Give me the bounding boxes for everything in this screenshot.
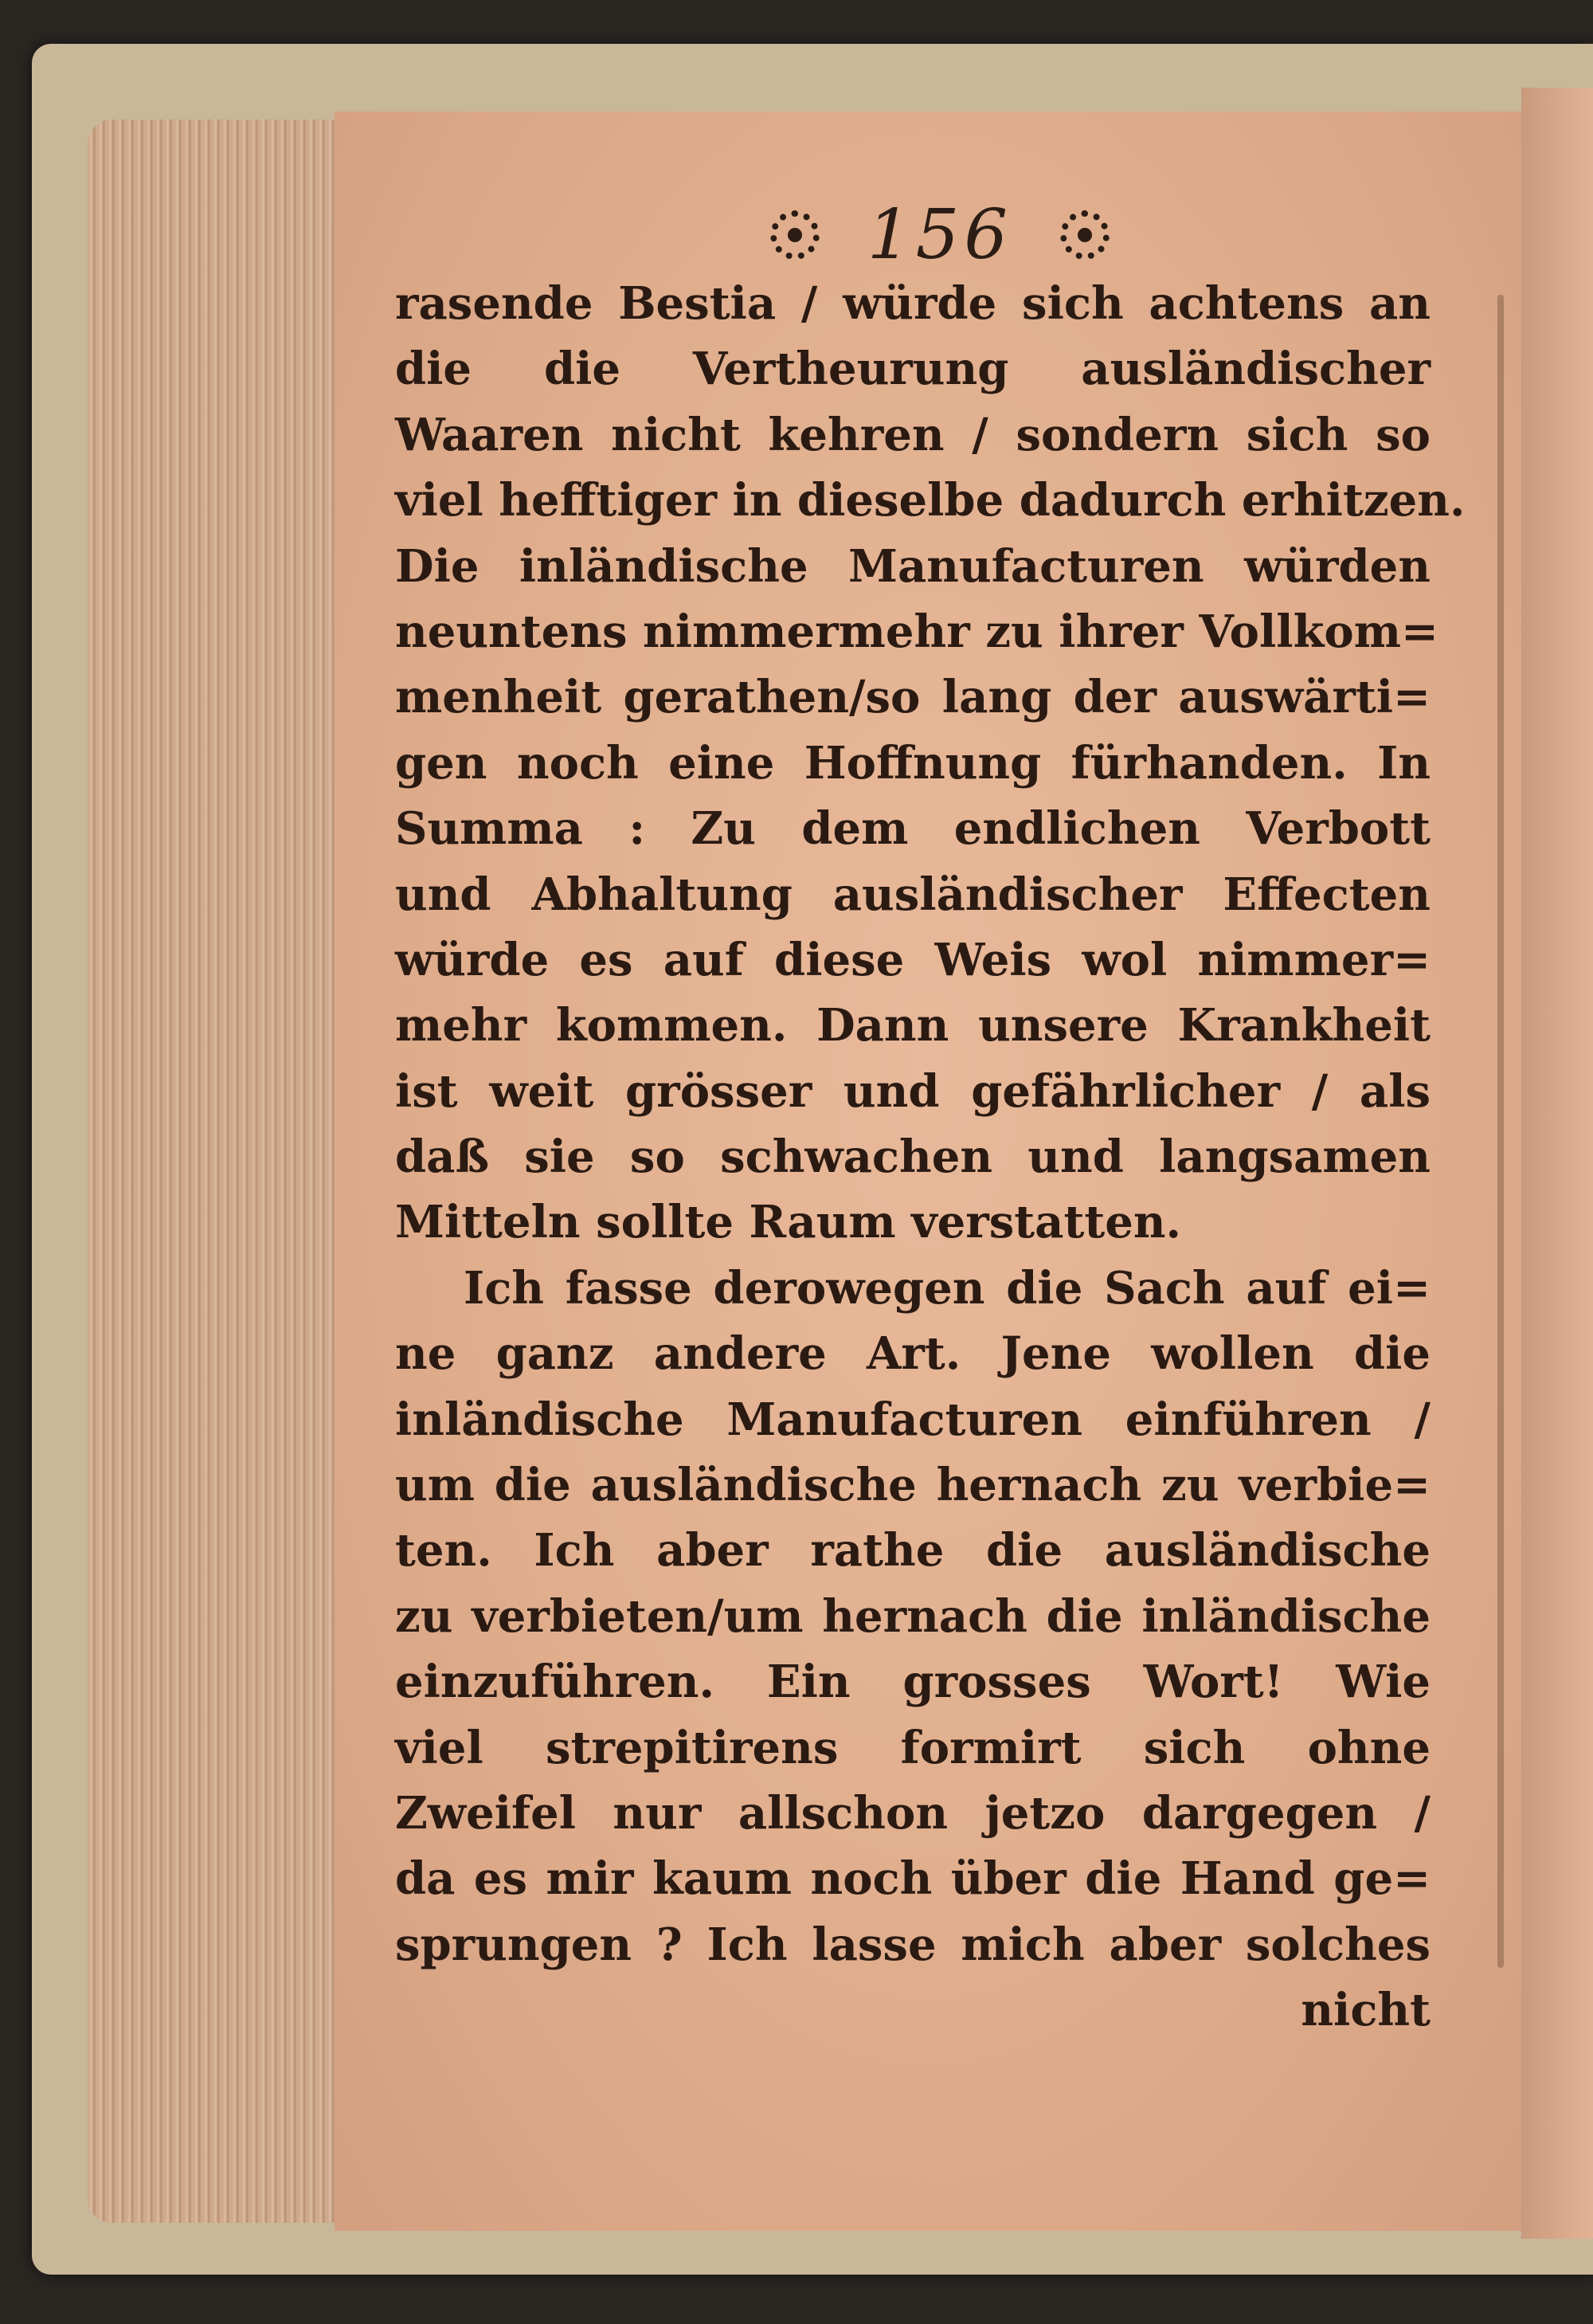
text-line: um die ausländische hernach zu verbie= [395,1459,1431,1512]
text-line: zu verbieten/um hernach die inländische [395,1589,1431,1643]
text-line: Ich fasse derowegen die Sach auf ei= [464,1261,1431,1315]
text-line: würde es auf diese Weis wol nimmer= [395,933,1431,986]
text-line: und Abhaltung ausländischer Effecten [395,868,1431,921]
text-line: die die Vertheurung ausländischer [395,343,1431,396]
ornament-icon [1060,210,1110,260]
text-line: mehr kommen. Dann unsere Krankheit [395,999,1431,1052]
text-line: da es mir kaum noch über die Hand ge= [395,1852,1431,1906]
text-line: ne ganz andere Art. Jene wollen die [395,1327,1431,1381]
text-line: Zweifel nur allschon jetzo dargegen / [395,1786,1431,1840]
text-line: Mitteln sollte Raum verstatten. [395,1196,1182,1249]
page-edges [88,120,335,2223]
text-line: Waaren nicht kehren / sondern sich so [395,408,1431,461]
text-line: Summa : Zu dem endlichen Verbott [395,802,1431,856]
text-line: viel strepitirens formirt sich ohne [395,1721,1431,1774]
text-line: daß sie so schwachen und langsamen [395,1131,1431,1184]
page-header [733,191,1147,279]
page-number: 156 [867,195,1013,275]
text-line: gen noch eine Hoffnung fürhanden. In [395,736,1431,790]
text-line: neuntens nimmermehr zu ihrer Vollkom= [395,605,1438,658]
text-line: inländische Manufacturen einführen / [395,1393,1431,1446]
text-line: einzuführen. Ein grosses Wort! Wie [395,1656,1431,1709]
body-text [395,271,1466,2044]
text-line: menheit gerathen/so lang der auswärti= [395,671,1431,724]
catchword: nicht [1301,1984,1431,2037]
text-line: rasende Bestia / würde sich achtens an [395,277,1431,330]
facing-page [1521,88,1593,2239]
gutter-fold [1497,295,1504,1968]
text-line: ist weit grösser und gefährlicher / als [395,1064,1431,1118]
ornament-icon [770,210,820,260]
text-line: ten. Ich aber rathe die ausländische [395,1524,1431,1577]
text-line: Die inländische Manufacturen würden [395,539,1431,593]
text-line: viel hefftiger in dieselbe dadurch erhitzen. [395,474,1466,527]
text-line: sprungen ? Ich lasse mich aber solches [395,1918,1431,1971]
